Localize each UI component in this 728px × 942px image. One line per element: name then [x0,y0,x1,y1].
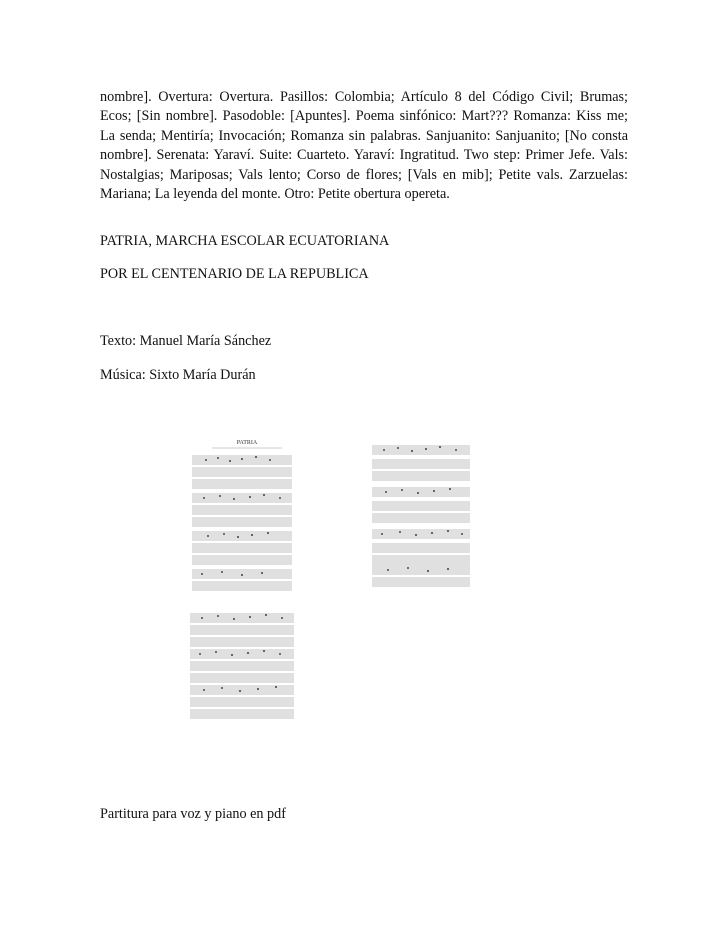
score-image-page-2 [364,436,476,596]
credit-music: Música: Sixto María Durán [100,367,256,383]
score-page-2-svg [364,436,476,596]
score-image-page-1 [172,436,302,596]
heading-title: PATRIA, MARCHA ESCOLAR ECUATORIANA [100,233,390,249]
score-image-page-3 [172,604,302,720]
score-page-3-svg [172,604,302,720]
score-pdf-link[interactable]: Partitura para voz y piano en pdf [100,806,286,822]
score-title: PATRIA [236,440,258,446]
heading-subtitle: POR EL CENTENARIO DE LA REPUBLICA [100,266,369,282]
intro-paragraph: nombre]. Overtura: Overtura. Pasillos: Colombia; Artículo 8 del Código Civil; Brumas; Ecos; [Sin nombre]. Pasodoble: [Apuntes]. Poema sinfónico: Mart??? Romanza: Kiss me; La senda; Mentiría; Invocación; Romanza sin palabras. Sanjuanito: Sanjuanito; [No consta nombre]. Serenata: Yaraví. Suite: Cuarteto. Yaraví: Ingratitud. Two step: Primer Jefe. Vals: Nostalgias; Mariposas; Vals lento; Corso de flores; [Vals en mib]; Petite vals. Zarzuelas: Mariana; La leyenda del monte. Otro: Petite obertura opereta. [100,89,628,203]
score-page-1-svg [172,436,302,596]
credit-lyrics: Texto: Manuel María Sánchez [100,333,272,349]
